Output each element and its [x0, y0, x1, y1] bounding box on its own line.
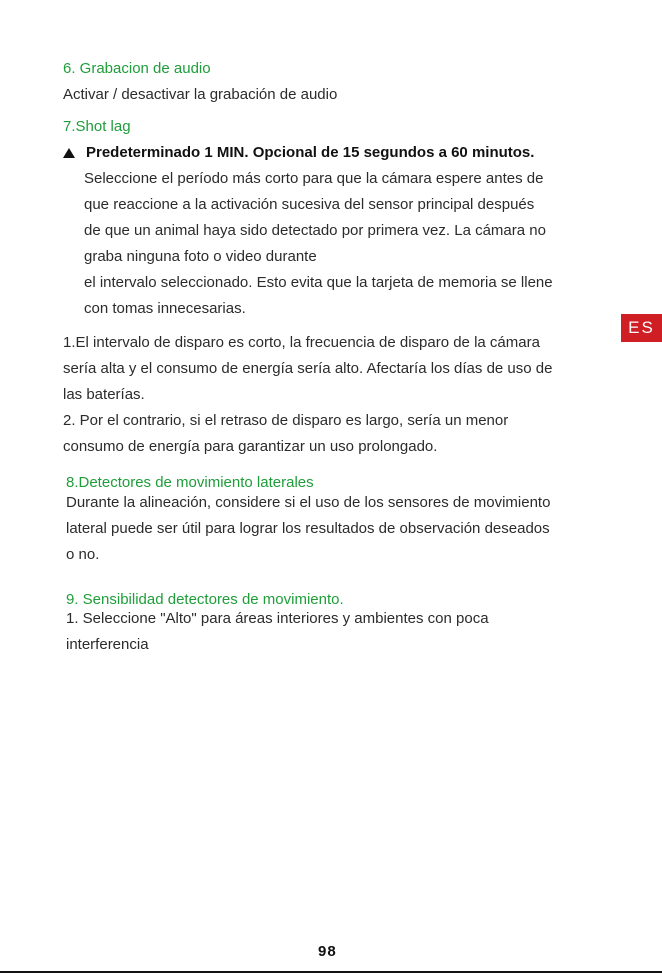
text-line: interferencia [66, 636, 149, 653]
text-line: Seleccione el período más corto para que la cámara espere antes de [84, 170, 544, 187]
text-line: 1.El intervalo de disparo es corto, la frecuencia de disparo de la cámara [63, 334, 540, 351]
section-9-heading: 9. Sensibilidad detectores de movimiento. [66, 591, 344, 608]
page-number: 98 [318, 943, 337, 960]
section-6-text: Activar / desactivar la grabación de audio [63, 86, 338, 103]
section-8-heading: 8.Detectores de movimiento laterales [66, 474, 314, 491]
text-line: las baterías. [63, 386, 145, 403]
text-line: Durante la alineación, considere si el uso de los sensores de movimiento [66, 494, 551, 511]
text-line: sería alta y el consumo de energía sería alto. Afectaría los días de uso de [63, 360, 553, 377]
triangle-bullet-icon [63, 148, 75, 158]
text-line: 2. Por el contrario, si el retraso de disparo es largo, sería un menor [63, 412, 509, 429]
section-7-heading: 7.Shot lag [63, 118, 131, 135]
section-6-heading: 6. Grabacion de audio [63, 60, 211, 77]
text-line: con tomas innecesarias. [84, 300, 246, 317]
section-7-notes [63, 330, 552, 460]
text-line: o no. [66, 546, 100, 563]
text-line: 1. Seleccione "Alto" para áreas interiores y ambientes con poca [66, 610, 489, 627]
bottom-rule [0, 971, 662, 973]
section-8-paragraph [66, 490, 550, 568]
text-line: lateral puede ser útil para lograr los resultados de observación deseados [66, 520, 550, 537]
text-line: graba ninguna foto o video durante [84, 248, 317, 265]
section-7-paragraph [84, 166, 553, 322]
text-line: el intervalo seleccionado. Esto evita que la tarjeta de memoria se llene [84, 274, 553, 291]
section-7-bullet-title: Predeterminado 1 MIN. Opcional de 15 segundos a 60 minutos. [86, 144, 535, 161]
language-tab: ES [621, 314, 662, 342]
text-line: que reaccione a la activación sucesiva del sensor principal después [84, 196, 535, 213]
text-line: de que un animal haya sido detectado por primera vez. La cámara no [84, 222, 546, 239]
section-9-paragraph [66, 606, 489, 658]
text-line: consumo de energía para garantizar un uso prolongado. [63, 438, 438, 455]
